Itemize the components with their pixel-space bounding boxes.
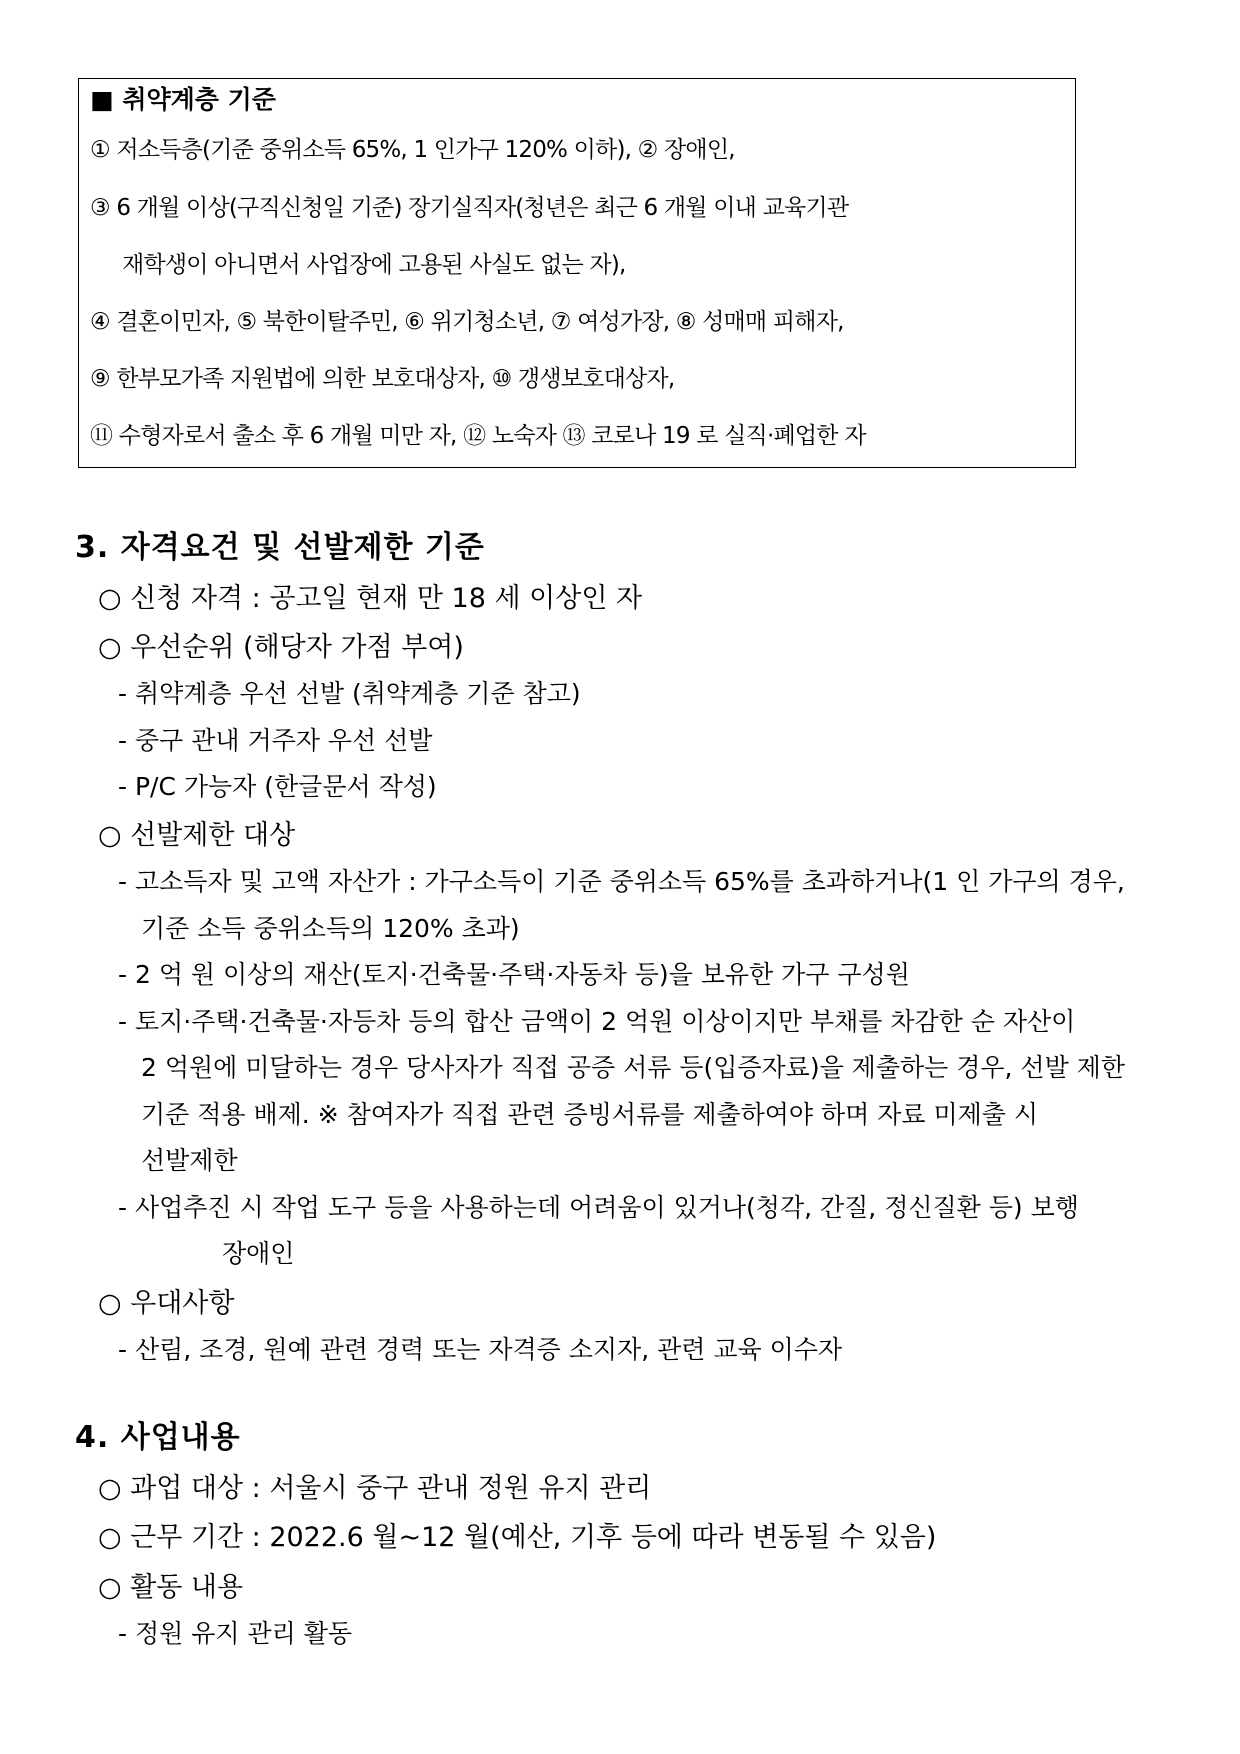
priority-item: - P/C 가능자 (한글문서 작성) <box>118 772 437 801</box>
priority-item: - 취약계층 우선 선발 (취약계층 기준 참고) <box>118 679 581 708</box>
section-4-title: 4. 사업내용 <box>75 1420 241 1455</box>
priority-item: - 중구 관내 거주자 우선 선발 <box>118 726 433 755</box>
restriction-line: 2 억원에 미달하는 경우 당사자가 직접 공증 서류 등(입증자료)을 제출하는 경우, 선발 제한 <box>141 1053 1125 1082</box>
restriction-line: 선발제한 <box>141 1146 238 1175</box>
criteria-line-5: ⑨ 한부모가족 지원법에 의한 보호대상자, ⑩ 갱생보호대상자, <box>90 366 675 392</box>
preference-heading: ○ 우대사항 <box>98 1288 235 1319</box>
work-period: ○ 근무 기간 : 2022.6 월~12 월(예산, 기후 등에 따라 변동될 수 있음) <box>98 1522 937 1553</box>
priority-heading: ○ 우선순위 (해당자 가점 부여) <box>98 632 464 663</box>
restriction-line: 기준 적용 배제. ※ 참여자가 직접 관련 증빙서류를 제출하여야 하며 자료 미제출 시 <box>141 1100 1039 1129</box>
preference-item: - 산림, 조경, 원예 관련 경력 또는 자격증 소지자, 관련 교육 이수자 <box>118 1335 843 1364</box>
criteria-line-4: ④ 결혼이민자, ⑤ 북한이탈주민, ⑥ 위기청소년, ⑦ 여성가장, ⑧ 성매매 피해자, <box>90 309 844 335</box>
restriction-line: - 2 억 원 이상의 재산(토지·건축물·주택·자동차 등)을 보유한 가구 구성원 <box>118 960 910 989</box>
restriction-line: 장애인 <box>222 1239 295 1268</box>
criteria-line-6: ⑪ 수형자로서 출소 후 6 개월 미만 자, ⑫ 노숙자 ⑬ 코로나 19 로 실직·폐업한 자 <box>90 423 866 449</box>
apply-qualification: ○ 신청 자격 : 공고일 현재 만 18 세 이상인 자 <box>98 583 643 614</box>
activity-item: - 정원 유지 관리 활동 <box>118 1619 353 1648</box>
task-target: ○ 과업 대상 : 서울시 중구 관내 정원 유지 관리 <box>98 1473 652 1504</box>
criteria-line-3: 재학생이 아니면서 사업장에 고용된 사실도 없는 자), <box>122 252 626 278</box>
section-3-title: 3. 자격요건 및 선발제한 기준 <box>75 530 485 565</box>
criteria-line-2: ③ 6 개월 이상(구직신청일 기준) 장기실직자(청년은 최근 6 개월 이내 교육기관 <box>90 195 849 221</box>
vulnerable-criteria-title: ■ 취약계층 기준 <box>90 85 276 114</box>
restriction-heading: ○ 선발제한 대상 <box>98 820 296 851</box>
restriction-line: - 사업추진 시 작업 도구 등을 사용하는데 어려움이 있거나(청각, 간질, 정신질환 등) 보행 <box>118 1193 1079 1222</box>
criteria-line-1: ① 저소득층(기준 중위소득 65%, 1 인가구 120% 이하), ② 장애인, <box>90 137 735 163</box>
restriction-line: - 고소득자 및 고액 자산가 : 가구소득이 기준 중위소득 65%를 초과하거나(1 인 가구의 경우, <box>118 867 1125 896</box>
restriction-line: 기준 소득 중위소득의 120% 초과) <box>141 914 520 943</box>
activity-heading: ○ 활동 내용 <box>98 1572 244 1603</box>
restriction-line: - 토지·주택·건축물·자등차 등의 합산 금액이 2 억원 이상이지만 부채를 차감한 순 자산이 <box>118 1007 1076 1036</box>
